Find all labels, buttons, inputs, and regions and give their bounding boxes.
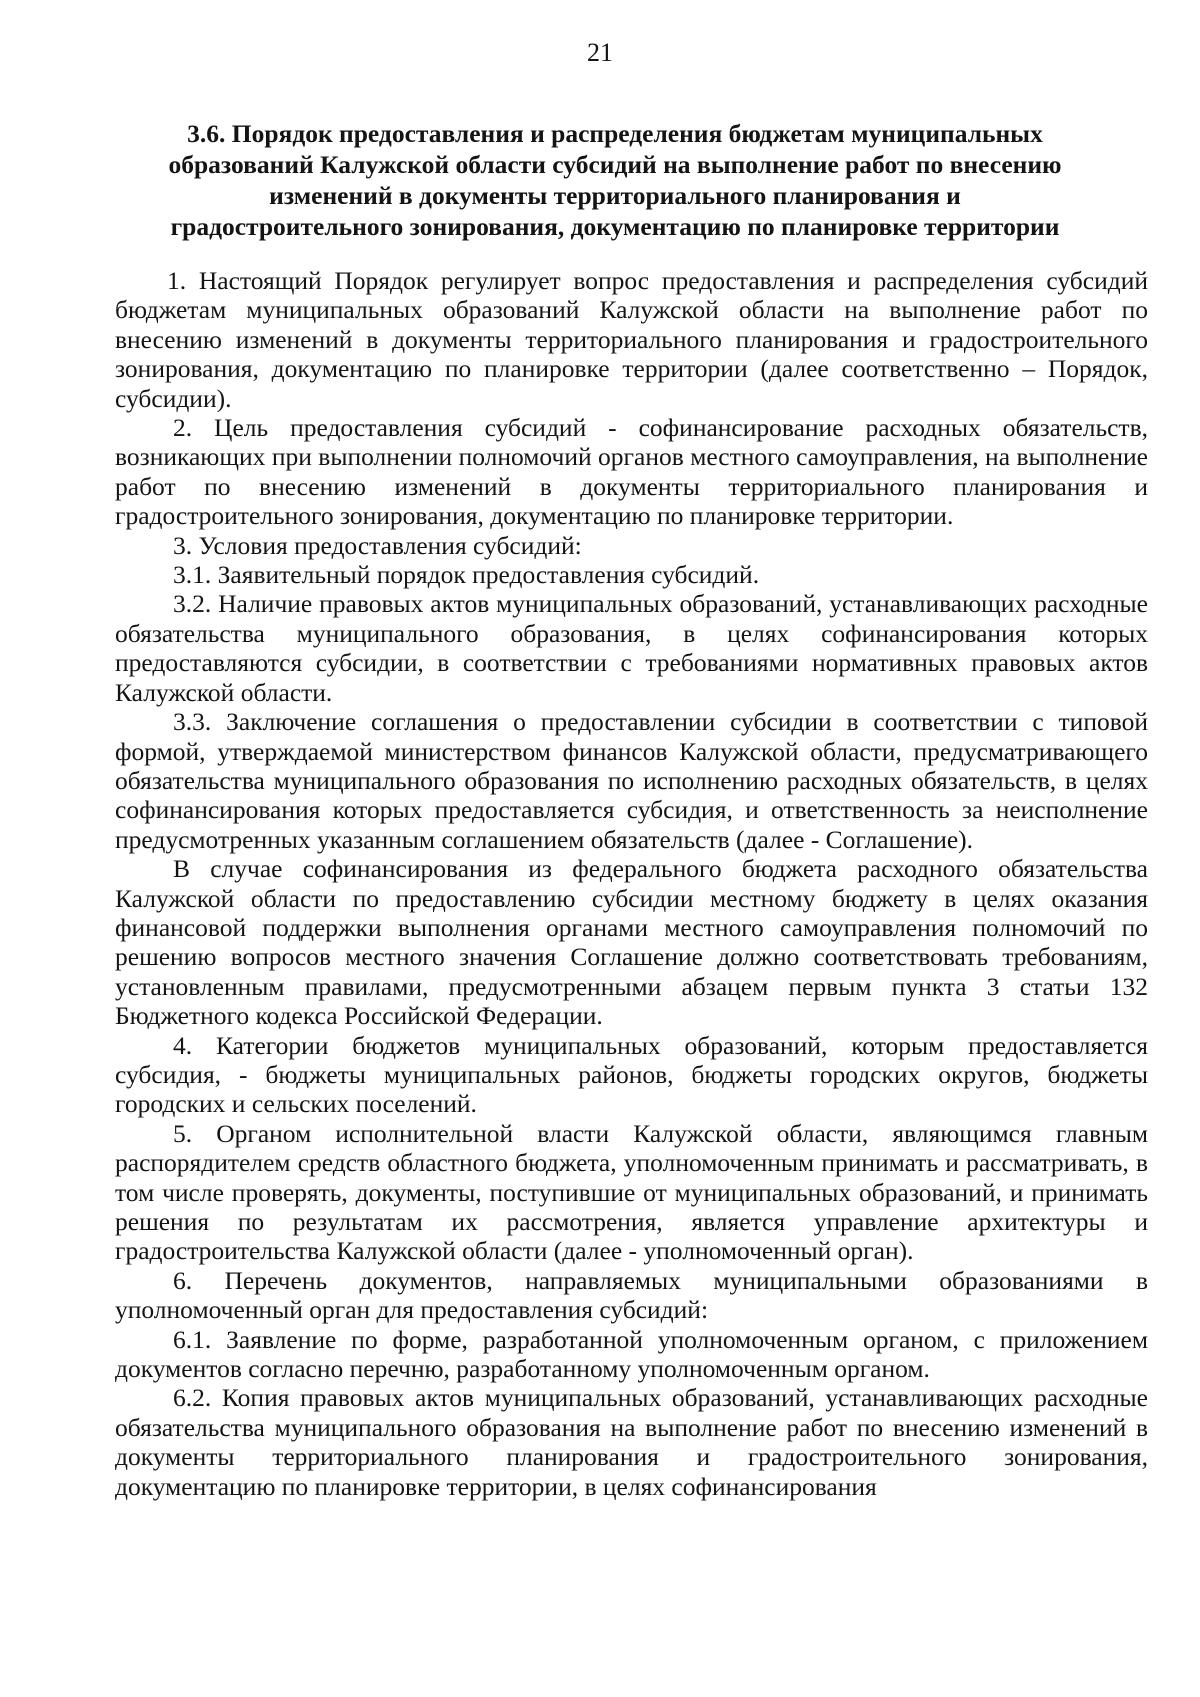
paragraph-3-3: 3.3. Заключение соглашения о предоставлении субсидии в соответствии с типовой формой, утверждаемой министерством финансов Калужской области, предусматривающего обязательства муниципального образования по исполнению расходных обязательств, в целях софинансирования которых предоставляется субсидия, и ответственность за неисполнение предусмотренных указанным соглашением обязательств (далее - Соглашение). [115,707,1148,854]
paragraph-3-2: 3.2. Наличие правовых актов муниципальных образований, устанавливающих расходные обязательства муниципального образования, в целях софинансирования которых предоставляются субсидии, в соответствии с требованиями нормативных правовых актов Калужской области. [115,589,1148,707]
paragraph-6-2: 6.2. Копия правовых актов муниципальных образований, устанавливающих расходные обязательства муниципального образования на выполнение работ по внесению изменений в документы территориального планирования и градостроительного зонирования, документацию по планировке территории, в целях софинансирования [115,1383,1148,1501]
page-number: 21 [587,38,613,67]
paragraph-6-1: 6.1. Заявление по форме, разработанной уполномоченным органом, с приложением документов согласно перечню, разработанному уполномоченным органом. [115,1324,1148,1384]
paragraph-5: 5. Органом исполнительной власти Калужской области, являющимся главным распорядителем средств областного бюджета, уполномоченным принимать и рассматривать, в том числе проверять, документы, поступившие от муниципальных образований, и принимать решения по результатам их рассмотрения, является управление архитектуры и градостроительства Калужской области (далее - уполномоченный орган). [115,1118,1148,1266]
paragraph-3: 3. Условия предоставления субсидий: [173,530,582,560]
paragraph-cofinancing: В случае софинансирования из федерального бюджета расходного обязательства Калужской области по предоставлению субсидии местному бюджету в целях оказания финансовой поддержки выполнения органами местного самоуправления полномочий по решению вопросов местного значения Соглашение должно соответствовать требованиям, установленным правилами, предусмотренными абзацем первым пункта 3 статьи 132 Бюджетного кодекса Российской Федерации. [115,854,1148,1031]
paragraph-2: 2. Цель предоставления субсидий - софинансирование расходных обязательств, возникающих при выполнении полномочий органов местного самоуправления, на выполнение работ по внесению изменений в документы территориального планирования и градостроительного зонирования, документацию по планировке территории. [115,413,1148,531]
body-text [115,266,1148,1501]
paragraph-1: 1. Настоящий Порядок регулирует вопрос предоставления и распределения субсидий бюджетам муниципальных образований Калужской области на выполнение работ по внесению изменений в документы территориального планирования и градостроительного зонирования, документацию по планировке территории (далее соответственно – Порядок, субсидии). [115,266,1148,413]
paragraph-3-1: 3.1. Заявительный порядок предоставления субсидий. [173,560,760,590]
paragraph-4: 4. Категории бюджетов муниципальных образований, которым предоставляется субсидия, - бюджеты муниципальных районов, бюджеты городских округов, бюджеты городских и сельских поселений. [115,1030,1148,1119]
paragraph-6: 6. Перечень документов, направляемых муниципальными образованиями в уполномоченный орган для предоставления субсидий: [115,1265,1148,1325]
section-heading: 3.6. Порядок предоставления и распределения бюджетам муниципальных образований Калужской области субсидий на выполнение работ по внесению изменений в документы территориального планирования и градостроительного зонирования, документацию по планировке территории [168,119,1062,241]
